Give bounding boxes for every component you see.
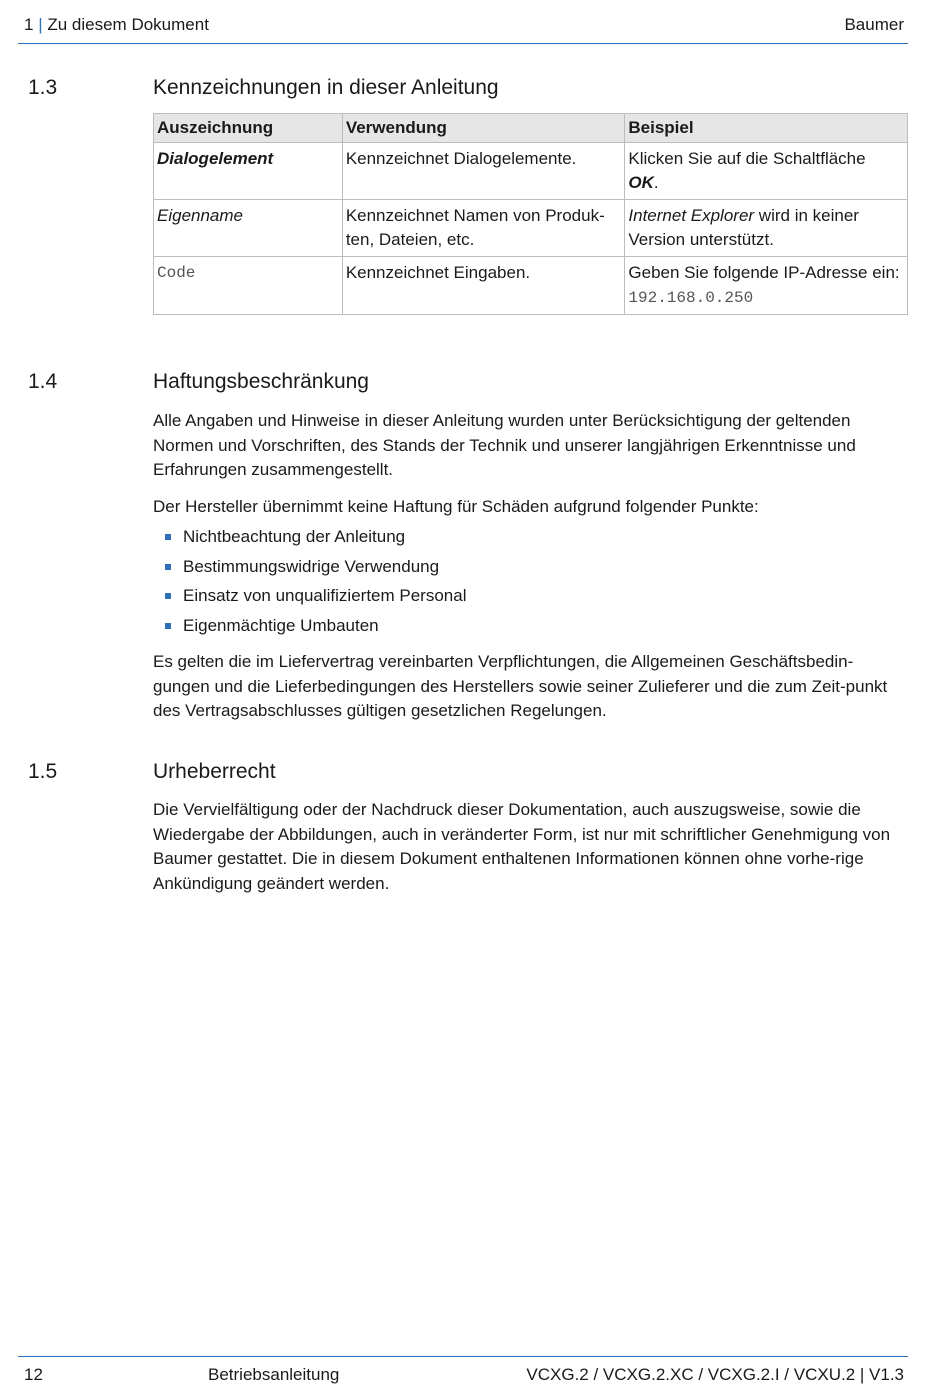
cell-text: wird in keiner Version unterstützt. <box>628 206 859 249</box>
header-chapter <box>24 15 209 35</box>
section-number: 1.3 <box>28 76 58 99</box>
table-row <box>154 143 908 200</box>
list-item <box>153 526 466 556</box>
section-title: Urheberrecht <box>153 760 276 783</box>
paragraph: Alle Angaben und Hinweise in dieser Anleitung wurden unter Berücksichtigung der geltenden Normen und Vorschriften, des Stands der Technik und unserer langjährigen Erkenntnisse und Erfahrungen zusammengestellt. <box>153 411 856 479</box>
table-header-row <box>154 114 908 143</box>
bullet-square-icon <box>165 593 171 599</box>
list-item-text: Bestimmungswidrige Verwendung <box>183 556 440 576</box>
page-number: 12 <box>24 1365 43 1384</box>
header-separator: | <box>38 15 43 34</box>
table-cell <box>625 143 908 200</box>
product-models: VCXG.2 / VCXG.2.XC / VCXG.2.I / VCXU.2 | V1.3 <box>526 1365 904 1384</box>
page-footer <box>18 1356 908 1388</box>
table-cell: Kennzeichnet Dialogelemente. <box>342 143 625 200</box>
table-cell: Eigenname <box>154 200 343 257</box>
page-header <box>18 0 908 44</box>
list-item <box>153 556 466 586</box>
section-number: 1.5 <box>28 760 58 783</box>
table-cell <box>625 257 908 315</box>
list-item <box>153 585 466 615</box>
header-chapter-num: 1 <box>24 15 34 34</box>
markup-table <box>153 113 908 315</box>
cell-code: 192.168.0.250 <box>628 289 754 307</box>
bullet-square-icon <box>165 623 171 629</box>
document-type: Betriebsanleitung <box>208 1365 340 1384</box>
section-title: Kennzeichnungen in dieser Anleitung <box>153 76 499 99</box>
list-item-text: Einsatz von unqualifiziertem Personal <box>183 586 467 605</box>
section-title: Haftungsbeschränkung <box>153 370 369 393</box>
header-chapter-title: Zu diesem Dokument <box>47 15 209 34</box>
table-cell: Kennzeichnet Eingaben. <box>342 257 625 315</box>
cell-text: Geben Sie folgende IP-Adresse ein: <box>628 263 900 282</box>
list-item <box>153 615 466 645</box>
header-brand: Baumer <box>844 15 904 34</box>
table-row <box>154 200 908 257</box>
cell-text: . <box>653 173 659 192</box>
cell-text: Klicken Sie auf die Schaltfläche <box>628 149 866 168</box>
list-item-text: Nichtbeachtung der Anleitung <box>183 527 406 546</box>
list-item-text: Eigenmächtige Umbauten <box>183 615 379 635</box>
cell-emphasis: Internet Explorer <box>628 206 755 225</box>
table-header-cell: Auszeichnung <box>154 114 343 143</box>
paragraph: Die Vervielfältigung oder der Nachdruck dieser Dokumentation, auch auszugsweise, sowie die Wiedergabe der Abbildungen, auch in veränderter Form, ist nur mit schriftlicher Genehmigung von Baumer gestattet. Die in diesem Dokument enthaltenen Informationen können ohne vorhe-rige Ankündigung geändert werden. <box>153 800 891 893</box>
table-cell: Code <box>154 257 343 315</box>
table-row <box>154 257 908 315</box>
paragraph: Der Hersteller übernimmt keine Haftung für Schäden aufgrund folgender Punkte: <box>153 497 759 516</box>
table-header-cell: Verwendung <box>342 114 625 143</box>
bullet-square-icon <box>165 564 171 570</box>
bullet-square-icon <box>165 534 171 540</box>
table-header-cell: Beispiel <box>625 114 908 143</box>
table-cell: Dialogelement <box>154 143 343 200</box>
table-cell: Kennzeichnet Namen von Produk-ten, Dateien, etc. <box>342 200 625 257</box>
bullet-list <box>153 526 466 644</box>
paragraph: Es gelten die im Liefervertrag vereinbarten Verpflichtungen, die Allgemeinen Geschäftsbedin-gungen und die Lieferbedingungen des Herstellers sowie seiner Zulieferer und die zum Zeit-punkt des Vertragsabschlusses gültigen gesetzlichen Regelungen. <box>153 652 888 720</box>
cell-emphasis: OK <box>628 173 654 192</box>
table-cell <box>625 200 908 257</box>
section-number: 1.4 <box>28 370 58 393</box>
